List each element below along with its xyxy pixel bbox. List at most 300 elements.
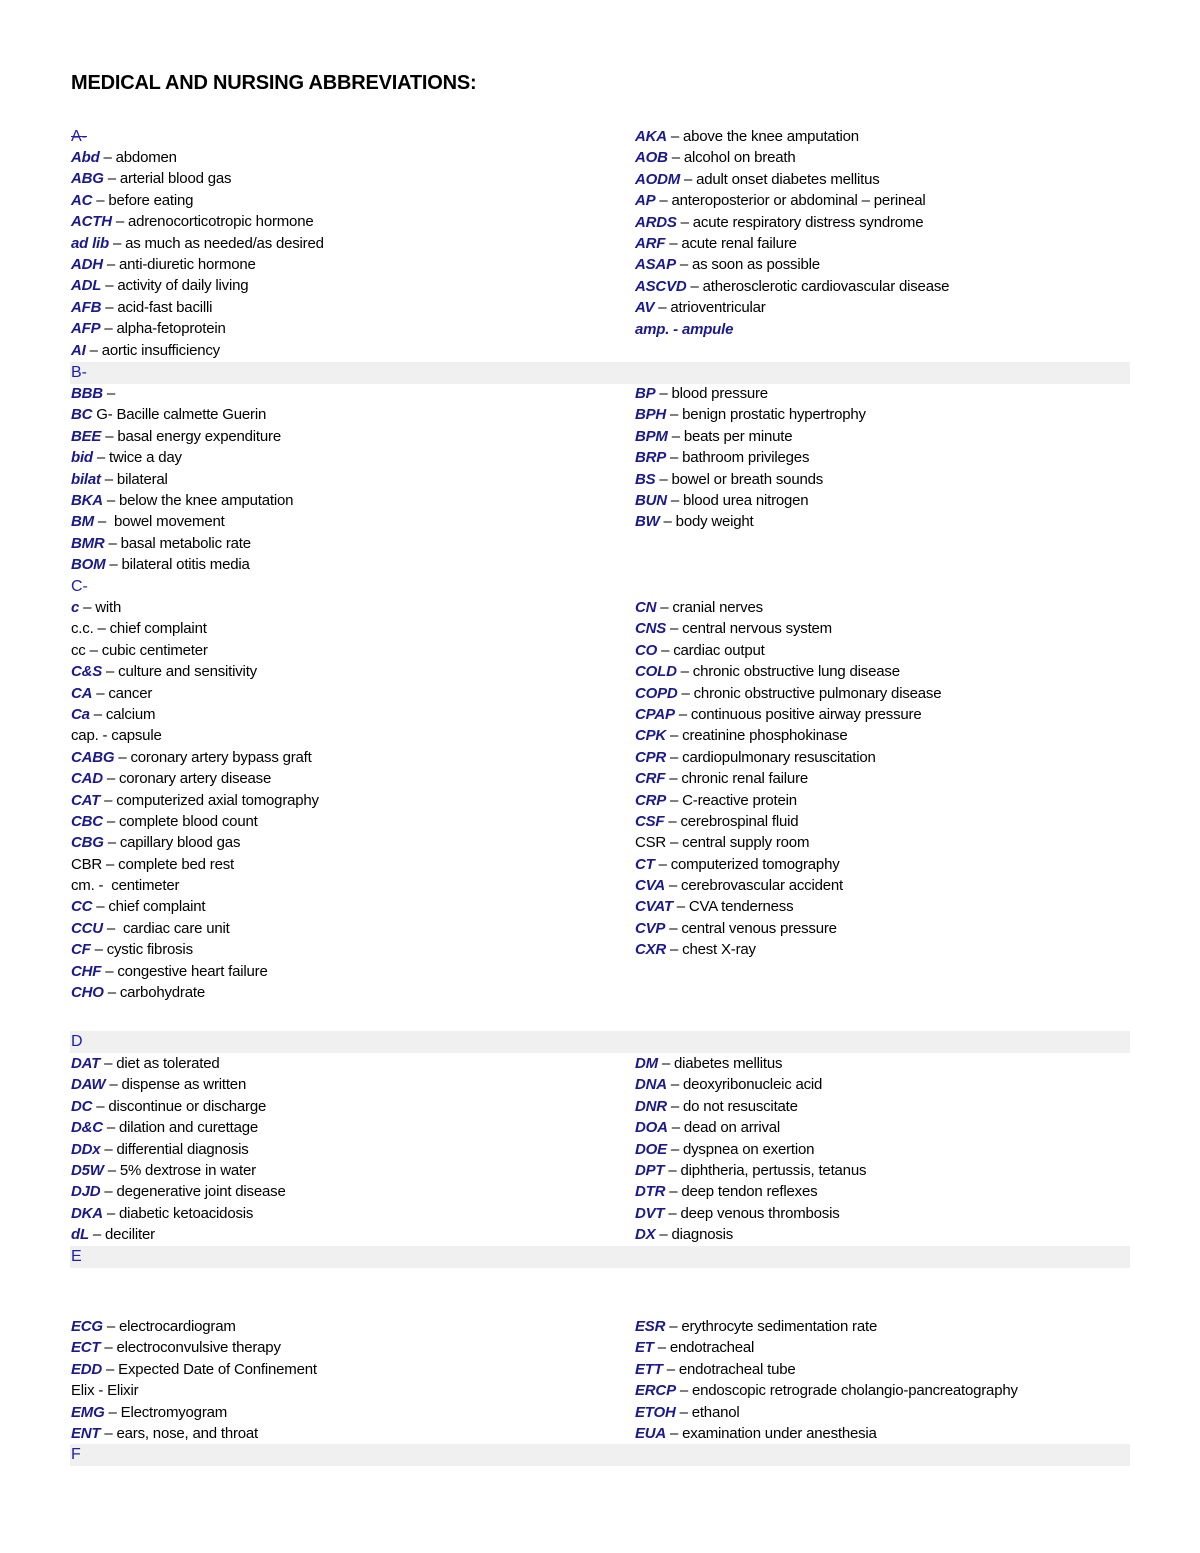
abbreviation-term: AV [635,299,655,317]
abbreviation-entry [635,383,866,404]
abbreviation-term: CT [635,855,655,873]
abbreviation-separator: – [665,234,682,252]
abbreviation-entry [71,254,324,275]
abbreviation-definition: atherosclerotic cardiovascular disease [702,277,950,295]
abbreviation-term: D&C [71,1119,103,1137]
abbreviation-entry [635,854,941,875]
abbreviation-definition: ears, nose, and throat [116,1424,259,1442]
abbreviation-entry [71,147,324,168]
abbreviation-definition: anti-diuretic hormone [118,255,256,273]
abbreviation-definition: dilation and curettage [118,1119,259,1137]
abbreviation-separator: – [100,470,117,488]
abbreviation-term: ECG [71,1318,103,1335]
abbreviation-term: DAT [71,1055,101,1072]
abbreviation-separator: – [664,812,681,830]
abbreviation-term: AOB [635,149,668,167]
abbreviation-definition: abdomen [115,149,177,166]
abbreviation-definition: chronic renal failure [681,770,809,788]
abbreviation-definition: blood urea nitrogen [682,491,809,509]
abbreviation-separator: – [102,491,119,509]
abbreviation-separator: – [655,385,672,402]
abbreviation-entry [71,896,319,917]
abbreviation-term: BOM [71,556,106,574]
abbreviation-definition: endotracheal tube [678,1360,796,1378]
abbreviation-entry [635,1160,866,1181]
abbreviation-term: BS [635,470,656,488]
abbreviation-definition: centimeter [111,877,180,895]
abbreviation-entry [71,554,293,575]
abbreviation-separator: – [664,1161,681,1179]
abbreviation-definition: central nervous system [682,620,832,638]
abbreviation-term: cc [71,641,86,659]
abbreviation-separator: – [675,1403,692,1421]
abbreviation-term: ACTH [71,213,112,231]
abbreviation-term: CVAT [635,898,673,916]
abbreviation-term: DOA [635,1119,668,1137]
abbreviation-separator: – [102,855,119,873]
abbreviation-entry [635,319,949,340]
abbreviation-entry [635,297,949,318]
abbreviation-definition: deciliter [105,1226,155,1244]
abbreviation-definition: C-reactive protein [682,791,797,809]
abbreviation-separator: – [102,663,119,681]
abbreviation-term: BPM [635,427,668,445]
abbreviation-definition: degenerative joint disease [116,1183,286,1201]
abbreviation-term: D5W [71,1161,104,1179]
abbreviation-definition: bilateral [116,470,168,488]
abbreviation-separator: – [686,277,703,295]
abbreviation-definition: G- Bacille calmette Guerin [96,406,267,424]
abbreviation-definition: diabetic ketoacidosis [118,1204,254,1222]
section-header-f: F [70,1444,1130,1466]
abbreviation-separator: – [666,1097,683,1115]
abbreviation-term: CC [71,898,93,916]
abbreviation-definition: endotracheal [669,1339,755,1357]
page-title: MEDICAL AND NURSING ABBREVIATIONS: [71,72,477,94]
abbreviation-entry [635,790,941,811]
abbreviation-definition: cranial nerves [672,599,763,616]
abbreviation-definition: electrocardiogram [118,1318,236,1335]
abbreviation-definition: anteroposterior or abdominal – perineal [671,192,926,210]
section-header-b: B- [70,362,1130,384]
abbreviation-entry [71,1224,286,1245]
abbreviation-entry [635,276,949,297]
abbreviation-entry [635,896,941,917]
abbreviation-term: ASCVD [635,277,687,295]
abbreviation-term: BPH [635,406,667,424]
abbreviation-entry [71,1316,317,1337]
abbreviation-definition: adult onset diabetes mellitus [696,170,880,188]
abbreviation-separator: – [657,1055,675,1072]
abbreviation-definition: dyspnea on exertion [682,1140,815,1158]
abbreviation-separator: – [667,1119,684,1137]
abbreviation-entry [71,939,319,960]
abbreviation-entry [71,469,293,490]
abbreviation-entry [635,661,941,682]
abbreviation-term: DX [635,1226,656,1244]
abbreviation-entry [71,832,319,853]
abbreviation-separator: – [666,406,683,424]
abbreviation-term: CBR [71,855,103,873]
abbreviation-entry [635,511,866,532]
abbreviation-definition: bathroom privileges [682,449,810,467]
abbreviation-entry [71,168,324,189]
abbreviation-entry [635,875,941,896]
abbreviation-entry [71,340,324,361]
section-a-right-list [635,126,949,340]
abbreviation-entry [71,1053,286,1074]
abbreviation-entry [71,1096,286,1117]
abbreviation-separator: – [667,427,684,445]
abbreviation-term: CHF [71,962,102,980]
abbreviation-term: ECT [71,1339,101,1357]
abbreviation-separator: – [100,1424,117,1442]
abbreviation-term: BRP [635,449,667,467]
abbreviation-definition: body weight [675,513,754,531]
abbreviation-definition: adrenocorticotropic hormone [127,213,314,231]
abbreviation-term: CF [71,941,91,959]
abbreviation-entry [71,811,319,832]
abbreviation-term: ETT [635,1360,663,1378]
abbreviation-separator: – [93,513,114,531]
abbreviation-entry [635,832,941,853]
section-b-right-list [635,383,866,533]
abbreviation-term: AODM [635,170,681,188]
abbreviation-term: DTR [635,1183,666,1201]
abbreviation-separator: – [666,449,683,467]
abbreviation-separator: – [672,898,689,916]
abbreviation-definition: alpha-fetoprotein [116,320,226,338]
abbreviation-definition: acid-fast bacilli [117,298,213,316]
abbreviation-definition: examination under anesthesia [682,1424,877,1442]
abbreviation-separator: – [666,128,683,145]
abbreviation-term: DNA [635,1076,667,1094]
abbreviation-separator: – [675,1382,692,1400]
abbreviation-separator: – [100,1339,117,1357]
abbreviation-term: BP [635,385,656,402]
abbreviation-entry [635,447,866,468]
abbreviation-term: BMR [71,534,105,552]
abbreviation-separator: – [102,1119,119,1137]
abbreviation-separator: – [677,684,694,702]
abbreviation-definition: dispense as written [121,1076,247,1094]
abbreviation-entry [635,233,949,254]
abbreviation-separator: – [101,427,118,445]
abbreviation-term: EMG [71,1403,105,1421]
abbreviation-entry [635,811,941,832]
abbreviation-entry [71,383,293,404]
abbreviation-separator: – [102,255,119,273]
abbreviation-separator: – [103,1161,120,1179]
abbreviation-definition: capillary blood gas [119,834,241,852]
abbreviation-definition: activity of daily living [117,277,249,295]
abbreviation-entry [71,1337,317,1358]
section-d-left-list [71,1053,286,1246]
abbreviation-separator: – [100,791,117,809]
abbreviation-term: AFB [71,298,102,316]
section-header-a: A- [71,128,87,145]
abbreviation-separator: – [103,984,120,1002]
abbreviation-separator: – [102,385,119,402]
abbreviation-term: cm. [71,877,95,895]
abbreviation-separator: – [105,556,122,574]
abbreviation-definition: cerebrovascular accident [681,877,843,895]
abbreviation-separator: – [666,491,683,509]
abbreviation-definition: do not resuscitate [682,1097,798,1115]
abbreviation-separator: – [674,705,691,723]
abbreviation-term: AC [71,191,93,209]
abbreviation-entry [635,618,941,639]
abbreviation-entry [635,126,949,147]
abbreviation-separator: – [666,727,683,745]
abbreviation-separator: – [655,1226,672,1244]
abbreviation-term: BM [71,513,94,531]
abbreviation-term: C&S [71,663,103,681]
abbreviation-separator: – [102,1318,119,1335]
abbreviation-definition: bilateral otitis media [121,556,250,574]
abbreviation-separator: - [94,1382,108,1400]
abbreviation-entry [71,1139,286,1160]
abbreviation-separator: – [665,1183,682,1201]
abbreviation-definition: acute renal failure [681,234,797,252]
abbreviation-entry [635,747,941,768]
abbreviation-entry [71,490,293,511]
abbreviation-entry [71,1359,317,1380]
abbreviation-term: bid [71,449,93,467]
abbreviation-definition: electroconvulsive therapy [116,1339,281,1357]
section-e-left-list [71,1316,317,1444]
abbreviation-term: dL [71,1226,89,1244]
abbreviation-term: COLD [635,663,677,681]
abbreviation-entry [635,768,941,789]
abbreviation-definition: culture and sensitivity [118,663,257,681]
abbreviation-definition: below the knee amputation [118,491,294,509]
section-c-left-list [71,597,319,1003]
abbreviation-entry [71,426,293,447]
abbreviation-separator: – [666,748,683,766]
abbreviation-term: AFP [71,320,101,338]
abbreviation-separator: – [104,1403,121,1421]
abbreviation-entry [635,1139,866,1160]
abbreviation-entry [635,190,949,211]
abbreviation-entry [635,1359,1018,1380]
abbreviation-term: ARDS [635,213,677,231]
abbreviation-entry [71,1117,286,1138]
abbreviation-term: ETOH [635,1403,676,1421]
abbreviation-term: ERCP [635,1382,676,1400]
abbreviation-definition: capsule [111,727,162,745]
abbreviation-term: ad lib [71,234,109,252]
abbreviation-entry [71,704,319,725]
abbreviation-definition: discontinue or discharge [108,1097,267,1115]
abbreviation-definition: CVA tenderness [688,898,794,916]
abbreviation-entry [635,254,949,275]
abbreviation-term: ADH [71,255,103,273]
abbreviation-term: DOE [635,1140,667,1158]
abbreviation-term: BEE [71,427,102,445]
abbreviation-entry [71,597,319,618]
abbreviation-separator: – [665,1318,682,1335]
abbreviation-entry [635,212,949,233]
abbreviation-definition: chief complaint [109,620,207,638]
abbreviation-definition: Electromyogram [120,1403,228,1421]
abbreviation-separator: – [100,1140,117,1158]
abbreviation-entry [71,640,319,661]
abbreviation-separator: – [666,1076,683,1094]
abbreviation-definition: central venous pressure [681,919,837,937]
abbreviation-entry [635,1074,866,1095]
abbreviation-separator: – [100,320,117,338]
abbreviation-term: CVA [635,877,665,895]
abbreviation-entry [71,533,293,554]
abbreviation-term: CHO [71,984,104,1002]
abbreviation-definition: calcium [105,705,156,723]
abbreviation-term: Ca [71,705,90,723]
abbreviation-term: BC [71,406,93,424]
abbreviation-term: AI [71,341,86,359]
abbreviation-entry [71,511,293,532]
abbreviation-term: DDx [71,1140,101,1158]
abbreviation-entry [71,618,319,639]
abbreviation-separator: – [89,705,106,723]
abbreviation-term: DNR [635,1097,667,1115]
abbreviation-definition: beats per minute [683,427,793,445]
abbreviation-entry [635,1053,866,1074]
abbreviation-entry [635,404,866,425]
abbreviation-separator: – [657,641,674,659]
abbreviation-term: ASAP [635,256,676,274]
abbreviation-entry [635,1380,1018,1401]
abbreviation-definition: coronary artery disease [118,770,272,788]
abbreviation-definition: diagnosis [671,1226,734,1244]
abbreviation-definition: blood pressure [671,385,768,402]
abbreviation-separator: – [676,663,693,681]
abbreviation-term: ADL [71,277,102,295]
abbreviation-definition: congestive heart failure [117,962,268,980]
abbreviation-term: CPAP [635,705,675,723]
abbreviation-term: CSF [635,812,665,830]
abbreviation-separator: – [680,170,697,188]
abbreviation-term: amp. - ampule [635,320,734,338]
abbreviation-definition: as much as needed/as desired [125,234,324,252]
abbreviation-term: c.c. [71,620,94,638]
abbreviation-entry [71,1380,317,1401]
abbreviation-term: CN [635,599,657,616]
abbreviation-entry [635,1096,866,1117]
abbreviation-separator: – [666,1140,683,1158]
abbreviation-term: CO [635,641,658,659]
abbreviation-term: bilat [71,470,101,488]
abbreviation-entry [71,1181,286,1202]
abbreviation-term: c [71,599,80,616]
abbreviation-entry [71,1203,286,1224]
abbreviation-entry [71,1160,286,1181]
abbreviation-definition: central supply room [682,834,810,852]
abbreviation-entry [71,661,319,682]
abbreviation-term: DKA [71,1204,103,1222]
abbreviation-definition: carbohydrate [119,984,205,1002]
abbreviation-entry [635,704,941,725]
abbreviation-entry [71,211,324,232]
abbreviation-term: BKA [71,491,103,509]
abbreviation-definition: cardiac output [673,641,765,659]
abbreviation-separator: – [108,234,126,252]
abbreviation-entry [71,790,319,811]
abbreviation-separator: – [85,341,102,359]
abbreviation-definition: basal energy expenditure [117,427,281,445]
abbreviation-entry [71,875,319,896]
abbreviation-definition: complete blood count [118,812,258,830]
abbreviation-separator: – [655,192,672,210]
abbreviation-separator: – [101,962,118,980]
abbreviation-definition: computerized axial tomography [116,791,319,809]
abbreviation-term: CAT [71,791,101,809]
abbreviation-separator: – [85,641,102,659]
abbreviation-definition: diabetes mellitus [674,1055,783,1072]
abbreviation-definition: chronic obstructive lung disease [692,663,900,681]
abbreviation-entry [635,1181,866,1202]
abbreviation-definition: cystic fibrosis [106,941,193,959]
abbreviation-definition: bowel or breath sounds [671,470,824,488]
abbreviation-term: DPT [635,1161,665,1179]
abbreviation-definition: dead on arrival [683,1119,781,1137]
abbreviation-separator: – [99,149,116,166]
abbreviation-separator: – [654,299,671,317]
abbreviation-definition: as soon as possible [691,256,820,274]
abbreviation-definition: complete bed rest [118,855,234,873]
abbreviation-definition: benign prostatic hypertrophy [682,406,866,424]
abbreviation-term: CPR [635,748,667,766]
abbreviation-term: DVT [635,1204,665,1222]
abbreviation-separator: – [667,149,684,167]
abbreviation-definition: chronic obstructive pulmonary disease [693,684,942,702]
abbreviation-term: COPD [635,684,678,702]
abbreviation-term: Elix [71,1382,95,1400]
abbreviation-entry [71,318,324,339]
abbreviation-term: AKA [635,128,667,145]
abbreviation-entry [71,918,319,939]
abbreviation-separator: – [659,513,676,531]
abbreviation-entry [635,169,949,190]
abbreviation-separator: – [79,599,96,616]
abbreviation-term: ESR [635,1318,666,1335]
abbreviation-separator: – [666,791,683,809]
abbreviation-definition: continuous positive airway pressure [690,705,922,723]
abbreviation-definition: chest X-ray [682,941,756,959]
abbreviation-separator: – [665,919,682,937]
abbreviation-entry [635,1316,1018,1337]
abbreviation-term: CXR [635,941,667,959]
abbreviation-separator: - [94,877,112,895]
abbreviation-separator: – [102,1204,119,1222]
section-d-right-list [635,1053,866,1246]
abbreviation-definition: differential diagnosis [116,1140,249,1158]
abbreviation-separator: – [92,1097,109,1115]
abbreviation-entry [71,233,324,254]
section-a-left-list [71,147,324,361]
abbreviation-entry [71,768,319,789]
abbreviation-separator: – [100,1183,117,1201]
abbreviation-separator: – [666,941,683,959]
abbreviation-separator: – [102,770,119,788]
abbreviation-definition: cubic centimeter [101,641,208,659]
section-c-right-list [635,597,941,961]
abbreviation-separator: – [88,1226,106,1244]
abbreviation-term: CCU [71,919,103,937]
abbreviation-definition: before eating [108,191,194,209]
abbreviation-separator: – [664,877,682,895]
abbreviation-separator: – [111,213,128,231]
